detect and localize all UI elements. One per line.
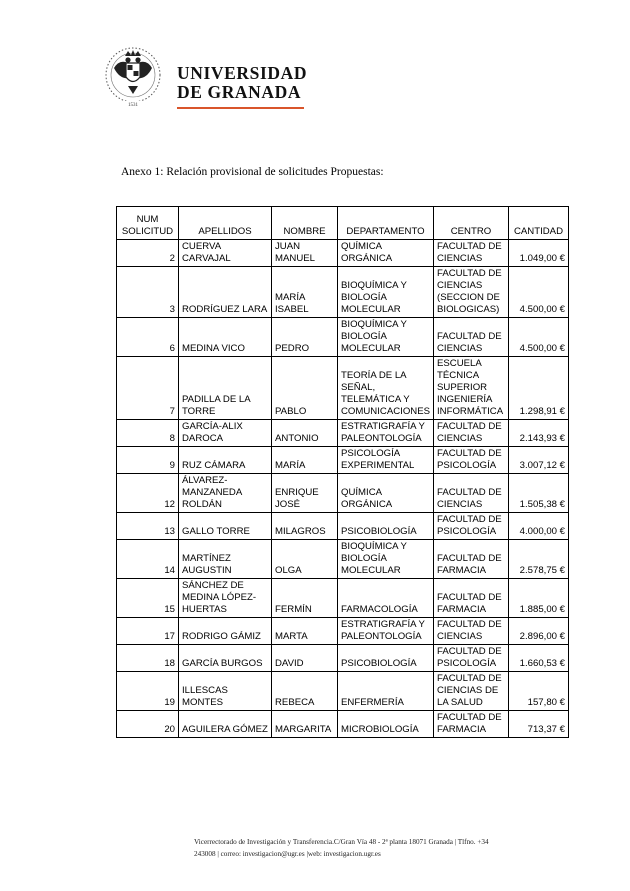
- cantidad-cell: 4.500,00 €: [509, 267, 569, 318]
- table-row: [117, 513, 569, 540]
- nombre-cell: MARGARITA: [272, 711, 338, 738]
- centro-cell: ESCUELA TÉCNICA SUPERIOR INGENIERÍA INFORMÁTICA: [434, 357, 509, 420]
- nombre-cell: JUAN MANUEL: [272, 240, 338, 267]
- nombre-cell: PEDRO: [272, 318, 338, 357]
- table-row: [117, 318, 569, 357]
- apellidos-cell: SÁNCHEZ DE MEDINA LÓPEZ-HUERTAS: [179, 579, 272, 618]
- solicitud-number: 20: [117, 711, 179, 738]
- departamento-cell: BIOQUÍMICA Y BIOLOGÍA MOLECULAR: [338, 267, 434, 318]
- cantidad-cell: 157,80 €: [509, 672, 569, 711]
- cantidad-cell: 713,37 €: [509, 711, 569, 738]
- svg-text:1531: 1531: [128, 103, 138, 108]
- cantidad-cell: 2.143,93 €: [509, 420, 569, 447]
- centro-cell: FACULTAD DE PSICOLOGÍA: [434, 513, 509, 540]
- table-row: [117, 540, 569, 579]
- table-row: [117, 474, 569, 513]
- nombre-cell: PABLO: [272, 357, 338, 420]
- departamento-cell: MICROBIOLOGÍA: [338, 711, 434, 738]
- nombre-cell: MARTA: [272, 618, 338, 645]
- apellidos-cell: AGUILERA GÓMEZ: [179, 711, 272, 738]
- column-header: CANTIDAD: [509, 207, 569, 240]
- nombre-cell: MARÍA: [272, 447, 338, 474]
- column-header: CENTRO: [434, 207, 509, 240]
- apellidos-cell: ÁLVAREZ-MANZANEDA ROLDÁN: [179, 474, 272, 513]
- departamento-cell: BIOQUÍMICA Y BIOLOGÍA MOLECULAR: [338, 540, 434, 579]
- cantidad-cell: 2.896,00 €: [509, 618, 569, 645]
- departamento-cell: BIOQUÍMICA Y BIOLOGÍA MOLECULAR: [338, 318, 434, 357]
- centro-cell: FACULTAD DE CIENCIAS (SECCION DE BIOLOGICAS): [434, 267, 509, 318]
- solicitud-number: 7: [117, 357, 179, 420]
- table-row: [117, 357, 569, 420]
- nombre-cell: MILAGROS: [272, 513, 338, 540]
- table-row: [117, 711, 569, 738]
- departamento-cell: PSICOBIOLOGÍA: [338, 645, 434, 672]
- cantidad-cell: 1.505,38 €: [509, 474, 569, 513]
- header-accent-rule: [177, 107, 304, 109]
- apellidos-cell: PADILLA DE LA TORRE: [179, 357, 272, 420]
- nombre-cell: ANTONIO: [272, 420, 338, 447]
- apellidos-cell: GARCÍA BURGOS: [179, 645, 272, 672]
- solicitud-number: 12: [117, 474, 179, 513]
- apellidos-cell: RODRIGO GÁMIZ: [179, 618, 272, 645]
- nombre-cell: DAVID: [272, 645, 338, 672]
- solicitud-number: 6: [117, 318, 179, 357]
- table-row: [117, 447, 569, 474]
- solicitud-number: 17: [117, 618, 179, 645]
- solicitud-number: 18: [117, 645, 179, 672]
- solicitud-number: 8: [117, 420, 179, 447]
- centro-cell: FACULTAD DE CIENCIAS: [434, 618, 509, 645]
- centro-cell: FACULTAD DE FARMACIA: [434, 540, 509, 579]
- column-header: APELLIDOS: [179, 207, 272, 240]
- column-header: NUM SOLICITUD: [117, 207, 179, 240]
- cantidad-cell: 4.500,00 €: [509, 318, 569, 357]
- solicitud-number: 19: [117, 672, 179, 711]
- university-name-line1: UNIVERSIDAD: [177, 63, 308, 83]
- cantidad-cell: 2.578,75 €: [509, 540, 569, 579]
- solicitud-number: 15: [117, 579, 179, 618]
- solicitud-number: 13: [117, 513, 179, 540]
- centro-cell: FACULTAD DE PSICOLOGÍA: [434, 447, 509, 474]
- centro-cell: FACULTAD DE CIENCIAS DE LA SALUD: [434, 672, 509, 711]
- centro-cell: FACULTAD DE CIENCIAS: [434, 240, 509, 267]
- table-row: [117, 420, 569, 447]
- table-row: [117, 645, 569, 672]
- apellidos-cell: MEDINA VICO: [179, 318, 272, 357]
- departamento-cell: ESTRATIGRAFÍA Y PALEONTOLOGÍA: [338, 618, 434, 645]
- cantidad-cell: 4.000,00 €: [509, 513, 569, 540]
- cantidad-cell: 1.049,00 €: [509, 240, 569, 267]
- solicitud-number: 3: [117, 267, 179, 318]
- centro-cell: FACULTAD DE FARMACIA: [434, 579, 509, 618]
- apellidos-cell: GALLO TORRE: [179, 513, 272, 540]
- apellidos-cell: GARCÍA-ALIX DAROCA: [179, 420, 272, 447]
- departamento-cell: QUÍMICA ORGÁNICA: [338, 240, 434, 267]
- nombre-cell: OLGA: [272, 540, 338, 579]
- departamento-cell: FARMACOLOGÍA: [338, 579, 434, 618]
- table-row: [117, 240, 569, 267]
- table-row: [117, 618, 569, 645]
- university-seal-logo: [104, 44, 162, 112]
- departamento-cell: PSICOLOGÍA EXPERIMENTAL: [338, 447, 434, 474]
- apellidos-cell: ILLESCAS MONTES: [179, 672, 272, 711]
- cantidad-cell: 1.660,53 €: [509, 645, 569, 672]
- table-row: [117, 672, 569, 711]
- departamento-cell: QUÍMICA ORGÁNICA: [338, 474, 434, 513]
- centro-cell: FACULTAD DE CIENCIAS: [434, 474, 509, 513]
- nombre-cell: MARÍA ISABEL: [272, 267, 338, 318]
- departamento-cell: TEORÍA DE LA SEÑAL, TELEMÁTICA Y COMUNICACIONES: [338, 357, 434, 420]
- cantidad-cell: 1.298,91 €: [509, 357, 569, 420]
- applications-table: [116, 206, 569, 738]
- solicitud-number: 14: [117, 540, 179, 579]
- table-row: [117, 579, 569, 618]
- centro-cell: FACULTAD DE CIENCIAS: [434, 318, 509, 357]
- footer-line1: Vicerrectorado de Investigación y Transferencia.C/Gran Vía 48 - 2ª planta 18071 Granada | Tlfno. +34: [194, 838, 489, 846]
- departamento-cell: PSICOBIOLOGÍA: [338, 513, 434, 540]
- column-header: NOMBRE: [272, 207, 338, 240]
- table-body: [117, 240, 569, 738]
- footer-line2: 243008 | correo: investigacion@ugr.es |web: investigacion.ugr.es: [194, 850, 381, 858]
- centro-cell: FACULTAD DE FARMACIA: [434, 711, 509, 738]
- cantidad-cell: 1.885,00 €: [509, 579, 569, 618]
- university-name: [177, 64, 307, 102]
- apellidos-cell: CUERVA CARVAJAL: [179, 240, 272, 267]
- column-header: DEPARTAMENTO: [338, 207, 434, 240]
- footer: [194, 836, 564, 860]
- departamento-cell: ENFERMERÍA: [338, 672, 434, 711]
- solicitud-number: 9: [117, 447, 179, 474]
- centro-cell: FACULTAD DE PSICOLOGÍA: [434, 645, 509, 672]
- centro-cell: FACULTAD DE CIENCIAS: [434, 420, 509, 447]
- cantidad-cell: 3.007,12 €: [509, 447, 569, 474]
- university-name-line2: DE GRANADA: [177, 82, 302, 102]
- solicitud-number: 2: [117, 240, 179, 267]
- table-row: [117, 267, 569, 318]
- nombre-cell: ENRIQUE JOSÉ: [272, 474, 338, 513]
- apellidos-cell: RUZ CÁMARA: [179, 447, 272, 474]
- departamento-cell: ESTRATIGRAFÍA Y PALEONTOLOGÍA: [338, 420, 434, 447]
- apellidos-cell: MARTÍNEZ AUGUSTIN: [179, 540, 272, 579]
- nombre-cell: FERMÍN: [272, 579, 338, 618]
- annex-title: Anexo 1: Relación provisional de solicitudes Propuestas:: [121, 166, 384, 178]
- nombre-cell: REBECA: [272, 672, 338, 711]
- apellidos-cell: RODRÍGUEZ LARA: [179, 267, 272, 318]
- table-header-row: [117, 207, 569, 240]
